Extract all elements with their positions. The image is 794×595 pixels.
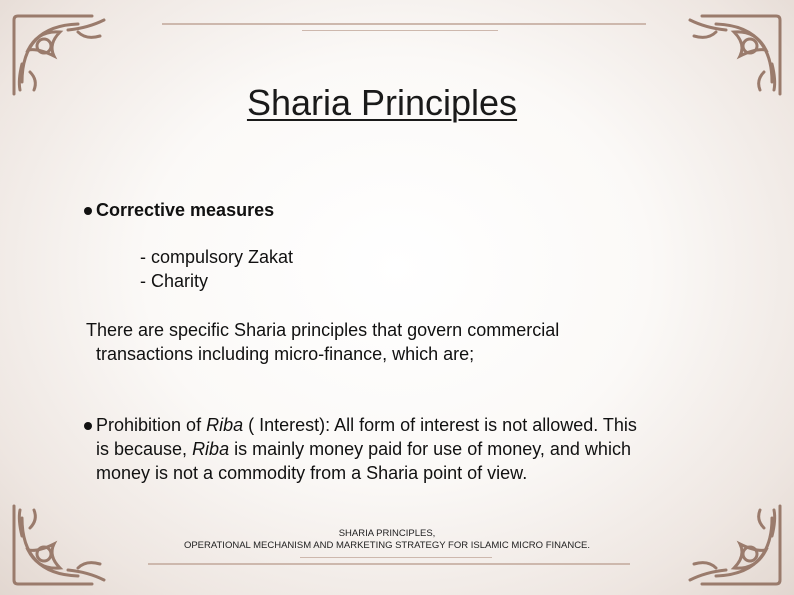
top-rule-long (162, 23, 646, 25)
bottom-rule-short (300, 557, 492, 558)
text-span: is because, (96, 439, 193, 459)
footer (0, 528, 774, 552)
riba-term: Riba (192, 439, 230, 459)
bottom-rule-long (148, 563, 630, 565)
riba-term: Riba (206, 415, 244, 435)
slide-title: Sharia Principles (246, 82, 518, 123)
bullet-riba-line-2 (96, 437, 631, 461)
sub-item-zakat: - compulsory Zakat (140, 247, 294, 267)
footer-line-2: OPERATIONAL MECHANISM AND MARKETING STRATEGY FOR ISLAMIC MICRO FINANCE. (183, 540, 591, 551)
bullet-riba-line-1 (96, 413, 637, 437)
top-rule-short (302, 30, 498, 31)
text-span: ( Interest): All form of interest is not allowed. This (243, 415, 637, 435)
text-span: Prohibition of (96, 415, 207, 435)
bullet-riba-line-3: money is not a commodity from a Sharia point of view. (96, 463, 528, 483)
bullet-corrective-measures: Corrective measures (96, 200, 275, 220)
text-span: is mainly money paid for use of money, and which (229, 439, 631, 459)
paragraph-line-1: There are specific Sharia principles that govern commercial (86, 320, 560, 340)
sub-item-charity: - Charity (140, 271, 209, 291)
bullet-icon (84, 207, 92, 215)
paragraph-line-2: transactions including micro-finance, which are; (96, 344, 475, 364)
bullet-icon (84, 422, 92, 430)
footer-line-1: SHARIA PRINCIPLES, (338, 528, 436, 539)
